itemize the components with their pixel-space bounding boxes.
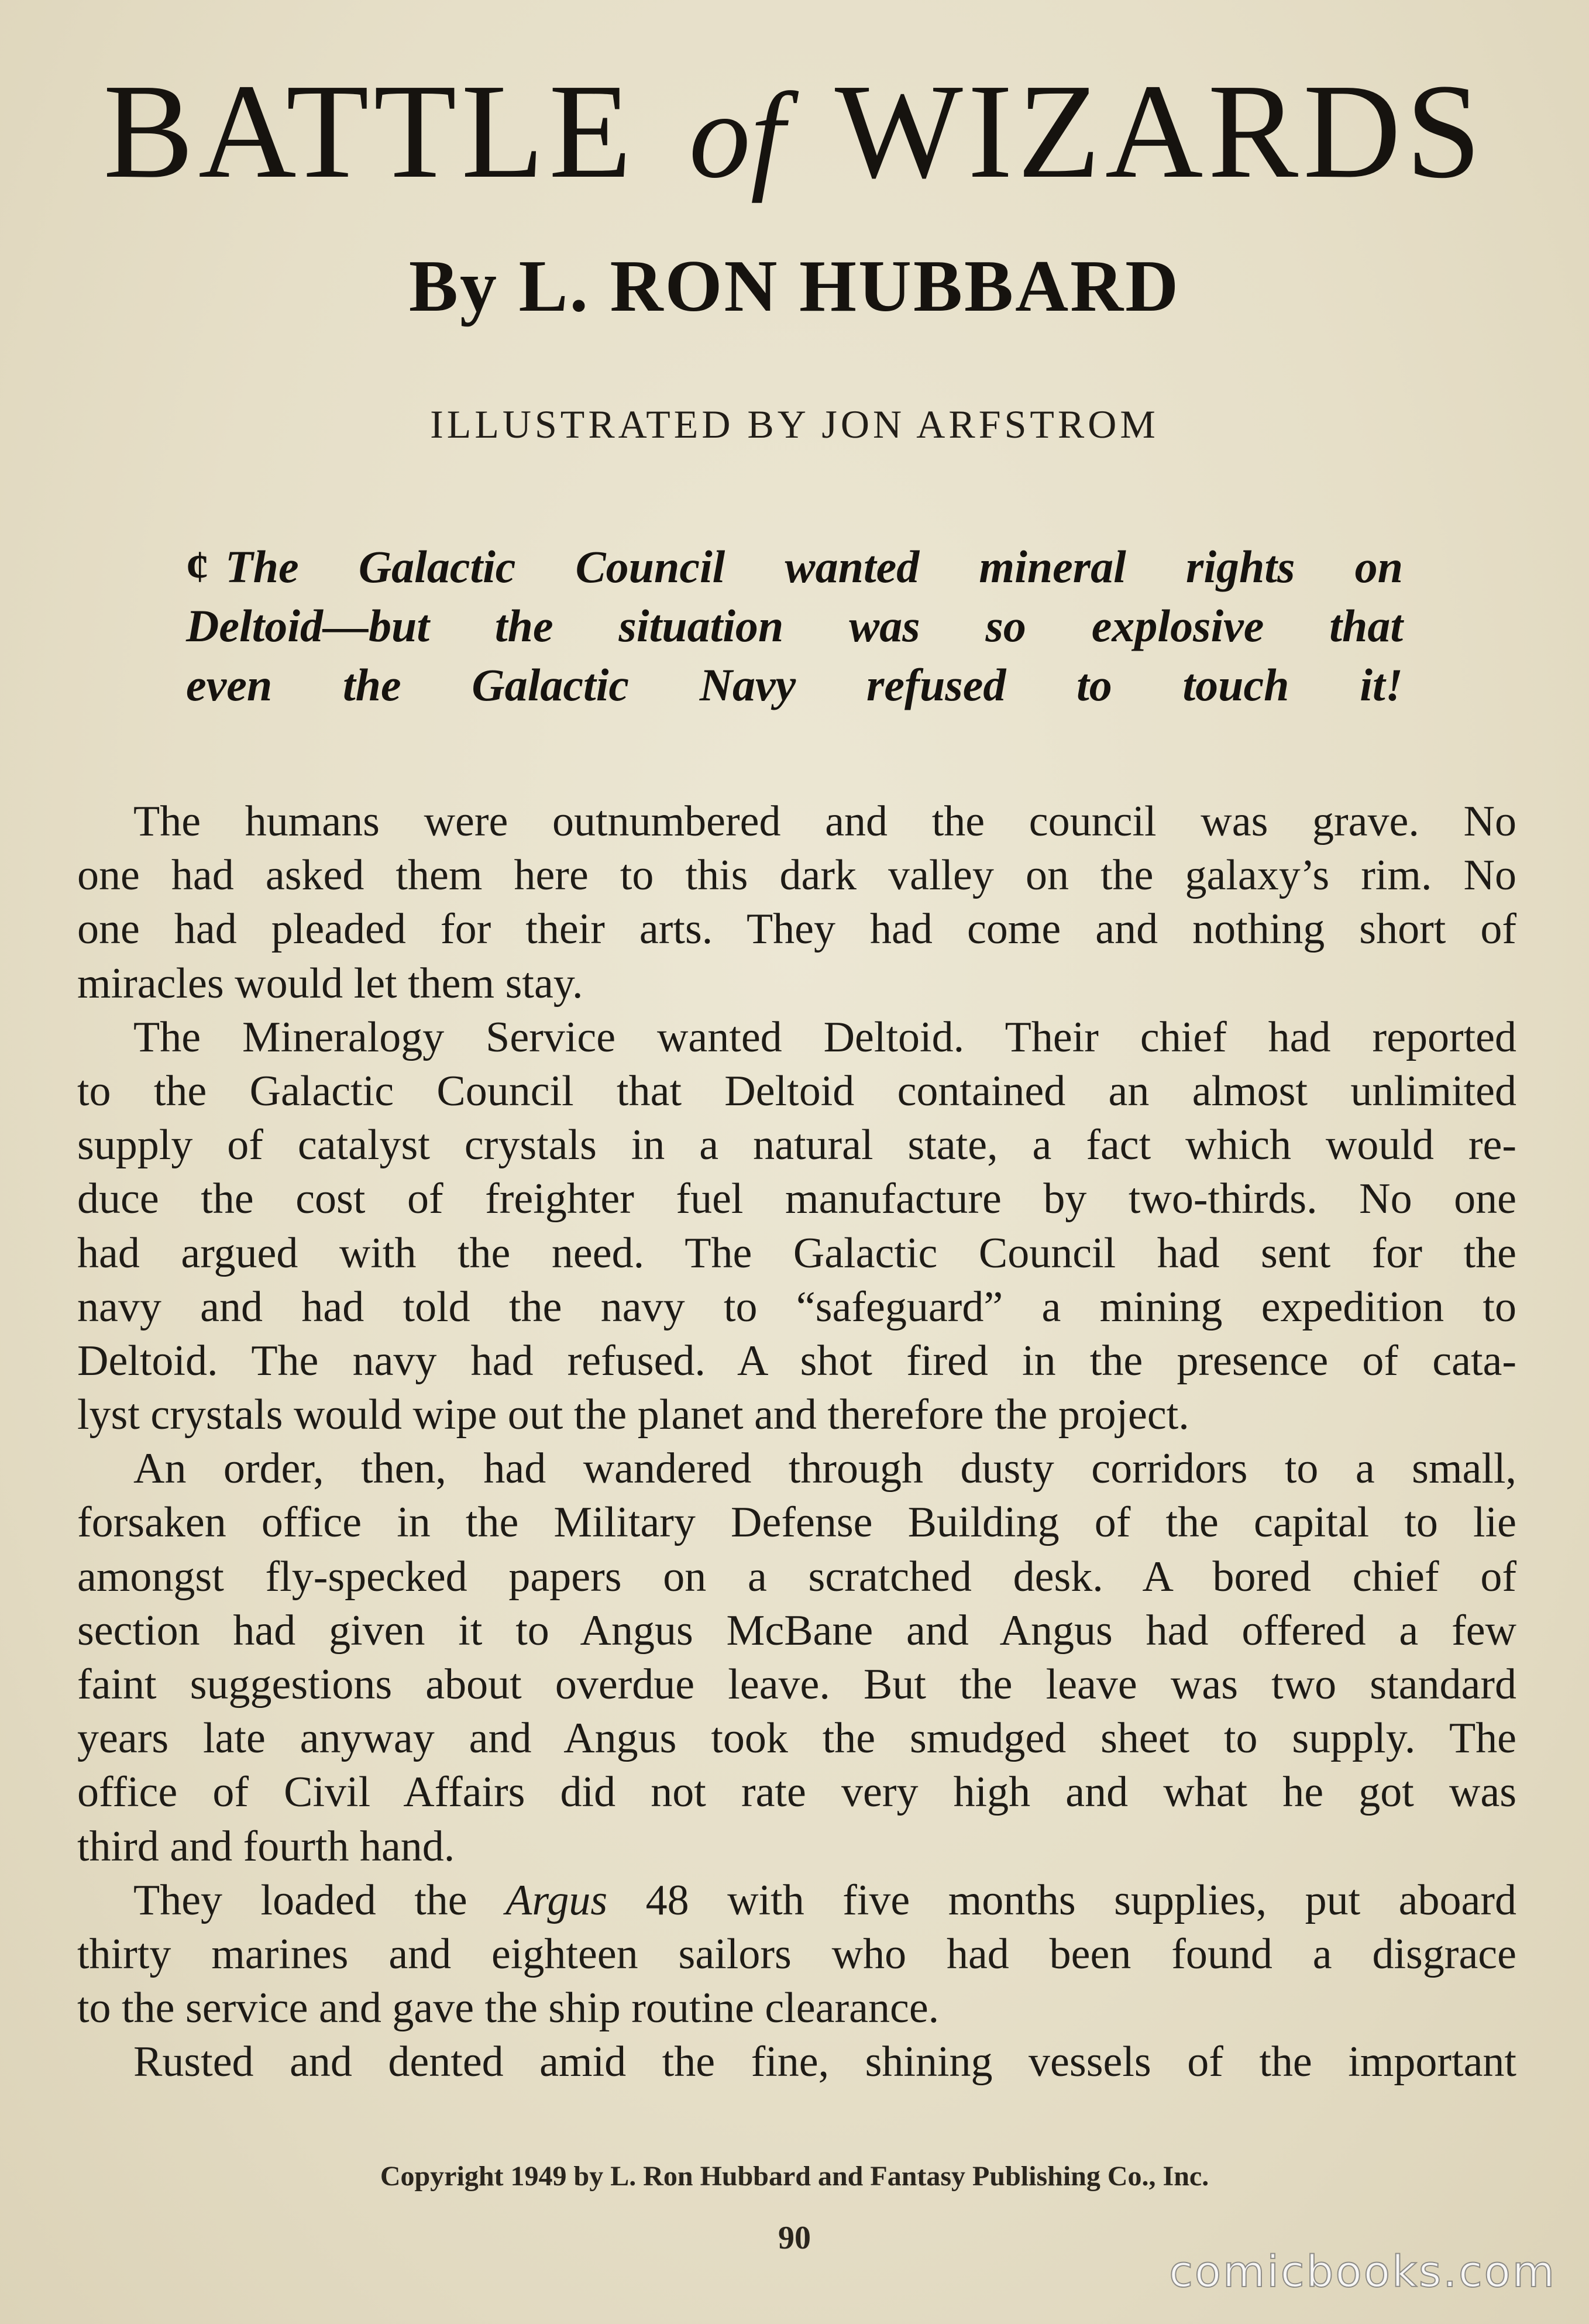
body-line: navy and had told the navy to “safeguard” a mining expedition to (77, 1283, 1516, 1331)
story-title (35, 50, 1554, 218)
page-number: 90 (778, 2220, 811, 2256)
body-line: They loaded the Argus 48 with five months supplies, put aboard (133, 1876, 1517, 1924)
body-line: An order, then, had wandered through dusty corridors to a small, (133, 1445, 1516, 1493)
ship-name: Argus (505, 1876, 608, 1924)
blurb-mark: ¢ (186, 541, 209, 592)
body-line: The humans were outnumbered and the council was grave. No (133, 797, 1516, 845)
story-blurb (186, 537, 1403, 714)
title-of: of (689, 68, 785, 204)
body-line: office of Civil Affairs did not rate very high and what he got was (77, 1768, 1516, 1817)
body-line: to the service and gave the ship routine clearance. (77, 1984, 940, 2033)
illustrator-credit: ILLUSTRATED BY JON ARFSTROM (430, 402, 1159, 446)
body-line: section had given it to Angus McBane and Angus had offered a few (77, 1606, 1516, 1655)
title-part-1: BATTLE (103, 56, 637, 207)
body-line: The Mineralogy Service wanted Deltoid. Their chief had reported (133, 1013, 1516, 1061)
blurb-line: even the Galactic Navy refused to touch it! (186, 659, 1403, 710)
story-body (77, 795, 1516, 2089)
body-line: lyst crystals would wipe out the planet and therefore the project. (77, 1391, 1189, 1439)
watermark: comicbooks.com (1169, 2247, 1556, 2297)
author-byline: By L. RON HUBBARD (408, 246, 1181, 327)
body-line: to the Galactic Council that Deltoid contained an almost unlimited (77, 1067, 1516, 1115)
body-line: faint suggestions about overdue leave. But the leave was two standard (77, 1661, 1516, 1708)
body-line: thirty marines and eighteen sailors who had been found a disgrace (77, 1930, 1516, 1978)
title-part-2: WIZARDS (834, 56, 1486, 207)
body-line: Rusted and dented amid the fine, shining vessels of the important (133, 2038, 1516, 2086)
blurb-line: Deltoid—but the situation was so explosive that (186, 600, 1403, 651)
body-line: Deltoid. The navy had refused. A shot fired in the presence of cata- (77, 1336, 1516, 1385)
body-line: years late anyway and Angus took the smudged sheet to supply. The (77, 1714, 1516, 1763)
body-line: third and fourth hand. (77, 1822, 455, 1871)
body-line: forsaken office in the Military Defense Building of the capital to lie (77, 1498, 1516, 1547)
blurb-line: ¢ The Galactic Council wanted mineral rights on (186, 541, 1403, 592)
body-line: one had asked them here to this dark valley on the galaxy’s rim. No (77, 851, 1516, 900)
body-line: amongst fly-specked papers on a scratched desk. A bored chief of (77, 1552, 1516, 1601)
body-line: supply of catalyst crystals in a natural state, a fact which would re- (77, 1121, 1516, 1170)
body-line: miracles would let them stay. (77, 959, 583, 1008)
body-line: duce the cost of freighter fuel manufacture by two-thirds. No one (77, 1175, 1516, 1223)
body-line: one had pleaded for their arts. They had come and nothing short of (77, 905, 1516, 954)
body-line: had argued with the need. The Galactic Council had sent for the (77, 1229, 1516, 1277)
copyright-notice: Copyright 1949 by L. Ron Hubbard and Fantasy Publishing Co., Inc. (380, 2161, 1209, 2192)
